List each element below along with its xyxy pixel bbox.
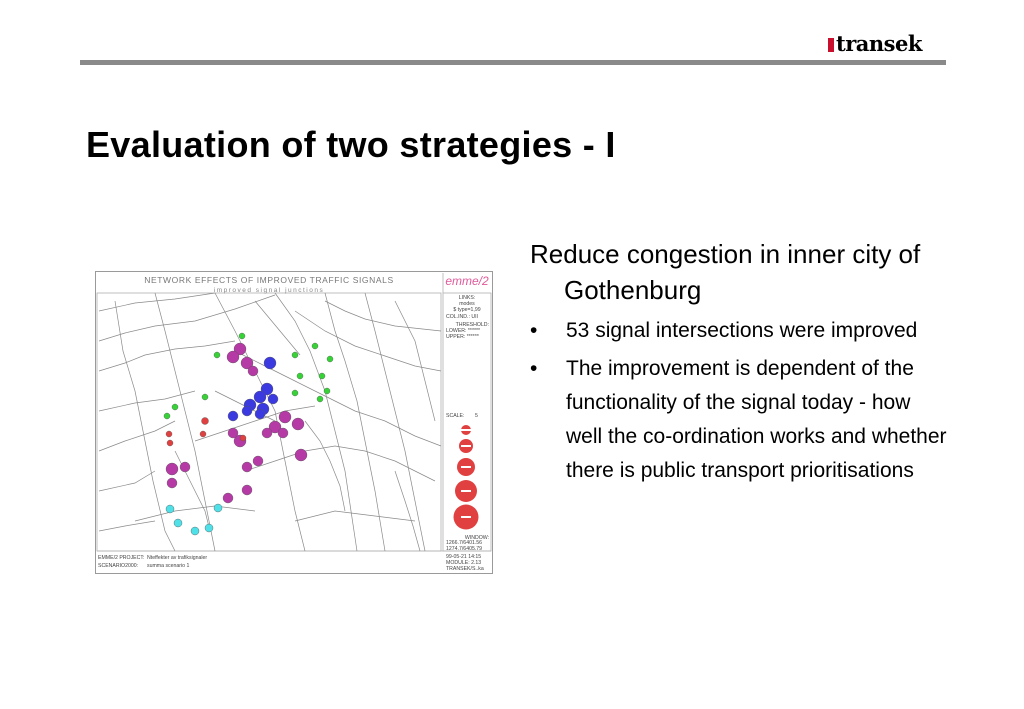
bullet-text: The improvement is dependent of the functionality of the signal today - how well the co-ordination works and whether there is public transport prioritisations <box>566 357 947 482</box>
logo-mark <box>828 38 834 52</box>
svg-text:99-05-21 14:15: 99-05-21 14:15 <box>446 554 482 560</box>
slide-title: Evaluation of two strategies - I <box>86 124 616 165</box>
svg-text:MODULE: 2.13: MODULE: 2.13 <box>446 560 482 566</box>
figure-subtitle: improved signal junctions <box>213 287 325 294</box>
svg-text:SCALE:: SCALE: <box>446 413 465 419</box>
svg-text:$ type=1,99: $ type=1,99 <box>453 307 481 313</box>
bullet-item <box>530 314 950 348</box>
logo-text: transek <box>836 31 922 56</box>
emme-stamp: emme/2 <box>445 274 489 288</box>
svg-text:COL.IND.: UII: COL.IND.: UII <box>446 314 478 320</box>
figure-title: NETWORK EFFECTS OF IMPROVED TRAFFIC SIGNALS <box>144 275 394 285</box>
bullet-text: 53 signal intersections were improved <box>566 319 918 342</box>
svg-text:1266.7/6401.56: 1266.7/6401.56 <box>446 540 483 546</box>
svg-text:Nteffekter av trafiksignaler: Nteffekter av trafiksignaler <box>147 555 208 561</box>
svg-text:THRESHOLD:: THRESHOLD: <box>455 322 489 328</box>
transek-logo <box>822 30 946 58</box>
bullet-glyph: • <box>530 319 538 342</box>
svg-text:TRANSEK/S..ka: TRANSEK/S..ka <box>446 566 484 572</box>
svg-text:summa scenario 1: summa scenario 1 <box>147 563 190 569</box>
bullet-item <box>530 352 950 488</box>
header-rule <box>80 60 946 65</box>
svg-text:modes: modes <box>459 301 475 307</box>
slide-body <box>530 236 950 492</box>
network-map-figure <box>95 271 493 574</box>
svg-text:1274.7/6405.79: 1274.7/6405.79 <box>446 546 483 552</box>
svg-text:UPPER: ******: UPPER: ****** <box>446 334 479 340</box>
svg-text:LOWER: ******: LOWER: ****** <box>446 328 481 334</box>
svg-text:WINDOW:: WINDOW: <box>464 535 489 541</box>
bullet-glyph: • <box>530 357 538 380</box>
svg-text:5: 5 <box>475 413 478 419</box>
svg-text:EMME/2 PROJECT:: EMME/2 PROJECT: <box>98 555 145 561</box>
svg-text:LINKS:: LINKS: <box>458 295 476 301</box>
svg-text:SCENARIO2000:: SCENARIO2000: <box>98 563 139 569</box>
lead-text: Reduce congestion in inner city of Gothenburg <box>530 239 921 305</box>
